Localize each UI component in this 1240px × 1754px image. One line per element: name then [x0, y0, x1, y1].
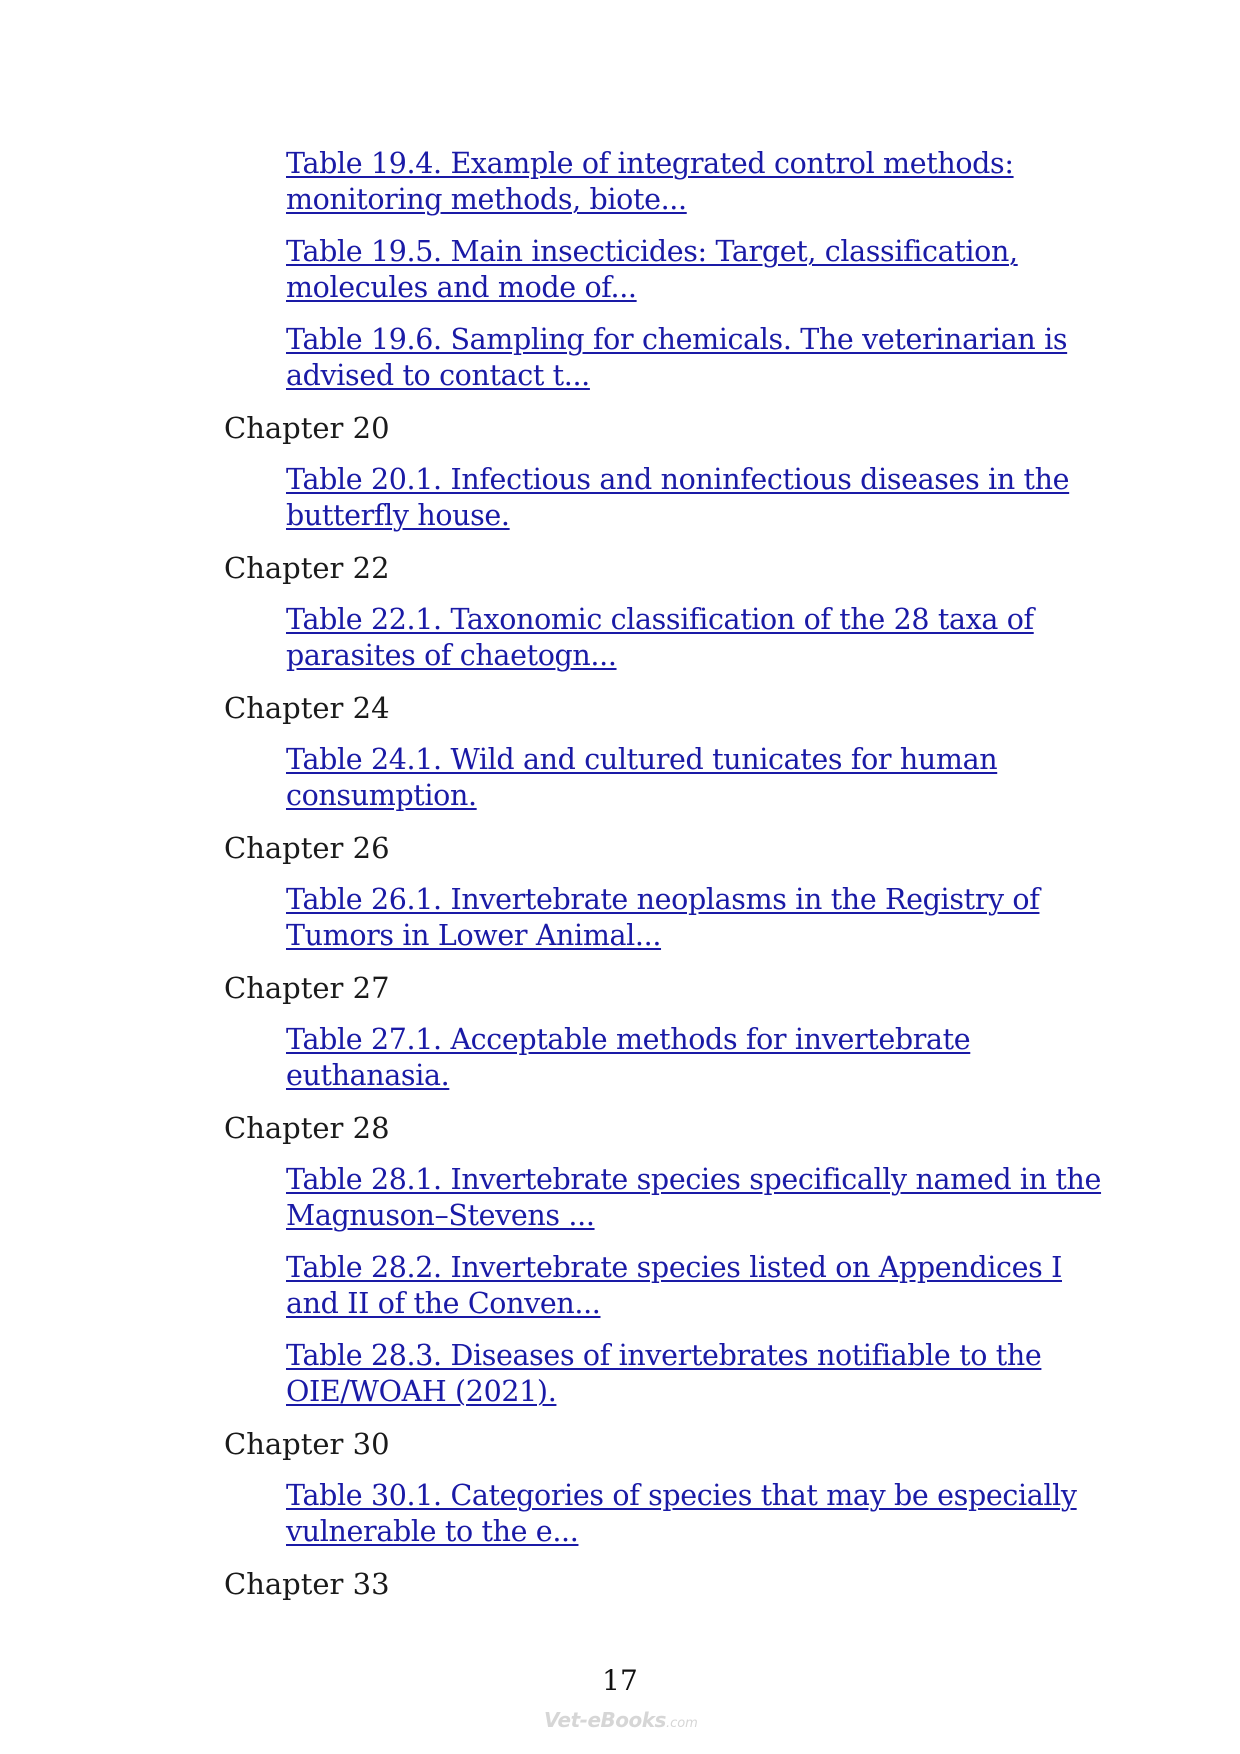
watermark-text: Vet-eBooks [544, 1708, 666, 1732]
chapter-heading-22: Chapter 22 [224, 551, 390, 585]
toc-entry-table-27-1[interactable]: Table 27.1. Acceptable methods for invertebrate euthanasia. [286, 1023, 971, 1092]
toc-entry-table-26-1[interactable]: Table 26.1. Invertebrate neoplasms in the Registry of Tumors in Lower Animal... [286, 883, 1040, 952]
toc-entry-table-19-4[interactable]: Table 19.4. Example of integrated control methods: monitoring methods, biote... [286, 147, 1014, 216]
chapter-heading-30: Chapter 30 [224, 1427, 390, 1461]
toc-entry-table-20-1[interactable]: Table 20.1. Infectious and noninfectious diseases in the butterfly house. [286, 463, 1070, 532]
watermark-logo [544, 1708, 696, 1736]
chapter-heading-33: Chapter 33 [224, 1567, 390, 1601]
toc-entry-table-28-3[interactable]: Table 28.3. Diseases of invertebrates notifiable to the OIE/WOAH (2021). [286, 1339, 1042, 1408]
toc-entry-table-24-1[interactable]: Table 24.1. Wild and cultured tunicates for human consumption. [286, 743, 998, 812]
toc-entry-table-30-1[interactable]: Table 30.1. Categories of species that may be especially vulnerable to the e... [286, 1479, 1077, 1548]
chapter-heading-20: Chapter 20 [224, 411, 390, 445]
chapter-heading-24: Chapter 24 [224, 691, 390, 725]
chapter-heading-26: Chapter 26 [224, 831, 390, 865]
chapter-heading-27: Chapter 27 [224, 971, 390, 1005]
toc-entry-table-22-1[interactable]: Table 22.1. Taxonomic classification of the 28 taxa of parasites of chaetogn... [286, 603, 1034, 672]
table-of-contents [224, 146, 1104, 1618]
toc-entry-table-28-1[interactable]: Table 28.1. Invertebrate species specifically named in the Magnuson–Stevens ... [286, 1163, 1102, 1232]
page-number: 17 [602, 1664, 638, 1697]
watermark-suffix: .com [665, 1716, 698, 1731]
toc-entry-table-28-2[interactable]: Table 28.2. Invertebrate species listed on Appendices I and II of the Conven... [286, 1251, 1062, 1320]
toc-entry-table-19-6[interactable]: Table 19.6. Sampling for chemicals. The veterinarian is advised to contact t... [286, 323, 1068, 392]
chapter-heading-28: Chapter 28 [224, 1111, 390, 1145]
toc-entry-table-19-5[interactable]: Table 19.5. Main insecticides: Target, classification, molecules and mode of... [286, 235, 1018, 304]
